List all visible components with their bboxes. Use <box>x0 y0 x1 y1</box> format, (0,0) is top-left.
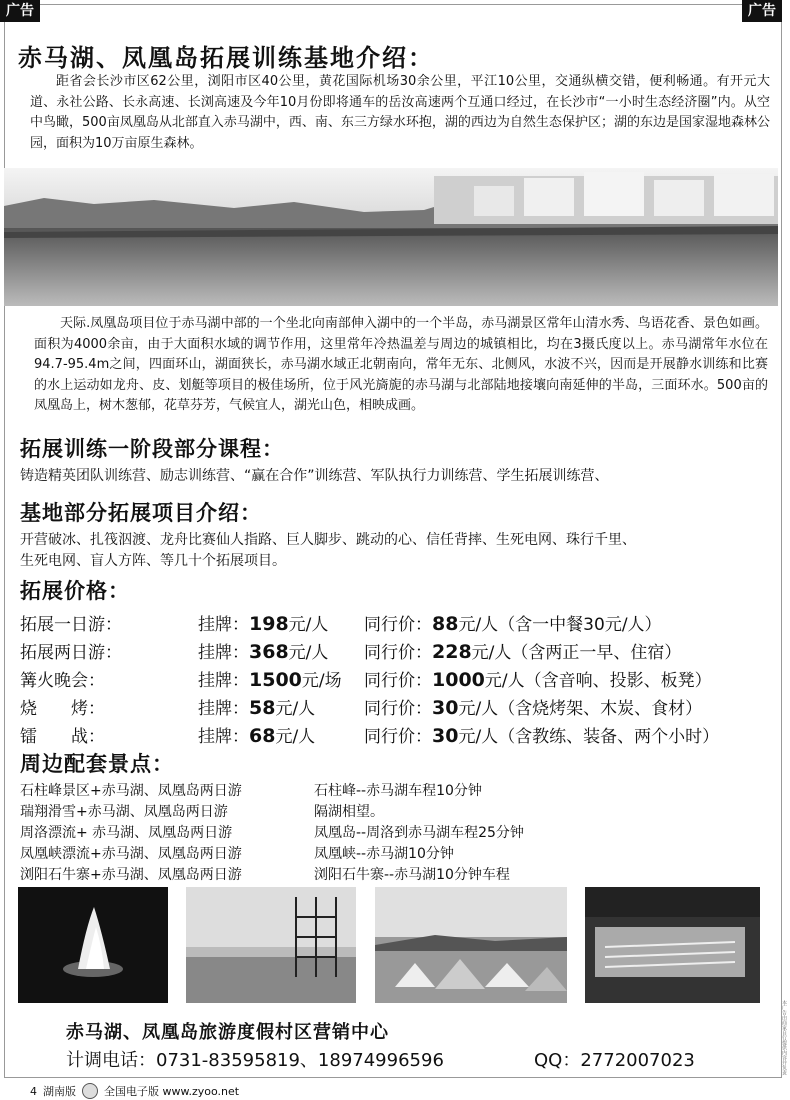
page-number: 4 <box>30 1084 37 1098</box>
barbecue-photo <box>585 887 760 1003</box>
price-name: 拓展一日游： <box>20 615 122 635</box>
courses-heading: 拓展训练一阶段部分课程： <box>20 437 284 461</box>
price-row <box>20 694 780 720</box>
footer-phone: 计调电话：0731-83595819、18974996596 <box>66 1050 444 1071</box>
list-price: 挂牌：368元/人 <box>198 641 329 663</box>
side-note: 本广告由商家自行提供内容并负责 <box>781 1000 787 1075</box>
bonfire-photo <box>18 887 168 1003</box>
zyoo-logo-icon <box>82 1083 98 1099</box>
price-name: 拓展两日游： <box>20 643 122 663</box>
training-tower-photo <box>186 887 356 1003</box>
price-row <box>20 666 780 692</box>
scenic-row: 周洛漂流+ 赤马湖、凤凰岛两日游 凤凰岛--周洛到赤马湖车程25分钟 <box>20 825 524 841</box>
scenic-row: 凤凰峡漂流+赤马湖、凤凰岛两日游 凤凰峡--赤马湖10分钟 <box>20 846 454 862</box>
scenic-row: 浏阳石牛寨+赤马湖、凤凰岛两日游 浏阳石牛寨--赤马湖10分钟车程 <box>20 867 510 883</box>
page-title: 赤马湖、凤凰岛拓展训练基地介绍： <box>18 44 434 72</box>
price-name: 篝火晚会： <box>20 671 105 691</box>
peer-price: 同行价：30元/人（含烧烤架、木炭、食材） <box>364 697 703 719</box>
price-row <box>20 610 780 636</box>
peer-price: 同行价：88元/人（含一中餐30元/人） <box>364 613 662 635</box>
scenic-heading: 周边配套景点： <box>20 752 174 776</box>
scenic-row: 石柱峰景区+赤马湖、凤凰岛两日游 石柱峰--赤马湖车程10分钟 <box>20 783 482 799</box>
ad-label-left: 广告 <box>0 0 40 22</box>
projects-line-2: 生死电网、盲人方阵、等几十个拓展项目。 <box>20 553 286 569</box>
list-price: 挂牌：58元/人 <box>198 697 316 719</box>
list-price: 挂牌：1500元/场 <box>198 669 342 691</box>
projects-line-1: 开营破冰、扎筏泅渡、龙舟比赛仙人指路、巨人脚步、跳动的心、信任背摔、生死电网、珠行千里、 <box>20 532 636 548</box>
ad-label-right: 广告 <box>742 0 782 22</box>
price-name: 烧 烤： <box>20 699 105 719</box>
list-price: 挂牌：68元/人 <box>198 725 316 747</box>
list-price: 挂牌：198元/人 <box>198 613 329 635</box>
price-row <box>20 638 780 664</box>
edition-label: 湖南版 <box>43 1085 76 1098</box>
project-paragraph: 天际.凤凰岛项目位于赤马湖中部的一个坐北向南部伸入湖中的一个半岛，赤马湖景区常年山清水秀、鸟语花香、景色如画。面积为4000余亩，由于大面积水域的调节作用，这里常年冷热温差与周边的城镇相比，均在3摄氏度以上。赤马湖常年水位在94.7-95.4m之间，四面环山，湖面狭长，赤马湖水域正北朝南向，常年无东、北侧风，水波不兴，因而是开展静水训练和比赛的水上运动如龙舟、皮、划艇等项目的极佳场所，位于风光旖旎的赤马湖与北部陆地接壤向南延伸的半岛，三面环水。500亩的凤凰岛上，树木葱郁，花草芬芳，气候宜人，湖光山色，相映成画。 <box>34 316 768 413</box>
site-link[interactable]: 全国电子版 www.zyoo.net <box>104 1085 240 1098</box>
courses-text: 铸造精英团队训练营、励志训练营、“赢在合作”训练营、军队执行力训练营、学生拓展训练营、 <box>20 468 609 484</box>
footer-org: 赤马湖、凤凰岛旅游度假村区营销中心 <box>66 1022 389 1043</box>
price-name: 镭 战： <box>20 727 105 747</box>
prices-heading: 拓展价格： <box>20 579 130 603</box>
peer-price: 同行价：30元/人（含教练、装备、两个小时） <box>364 725 720 747</box>
projects-heading: 基地部分拓展项目介绍： <box>20 501 262 525</box>
peer-price: 同行价：1000元/人（含音响、投影、板凳） <box>364 669 712 691</box>
footer-qq: QQ：2772007023 <box>534 1050 695 1071</box>
tents-photo <box>375 887 567 1003</box>
lake-photo <box>4 168 778 306</box>
page-footer <box>30 1083 239 1099</box>
peer-price: 同行价：228元/人（含两正一早、住宿） <box>364 641 682 663</box>
intro-paragraph: 距省会长沙市区62公里，浏阳市区40公里，黄花国际机场30余公里，平江10公里，交通纵横交错，便利畅通。有开元大道、永社公路、长永高速、长浏高速及今年10月份即将通车的岳汝高速两个互通口经过，在长沙市“一小时生态经济圈”内。从空中鸟瞰，500亩凤凰岛从北部直入赤马湖中，西、南、东三方绿水环抱，湖的西边为自然生态保护区；湖的东边是国家湿地森林公园，面积为10万亩原生森林。 <box>30 74 770 151</box>
price-row <box>20 722 780 748</box>
scenic-row: 瑞翔滑雪+赤马湖、凤凰岛两日游 隔湖相望。 <box>20 804 384 820</box>
